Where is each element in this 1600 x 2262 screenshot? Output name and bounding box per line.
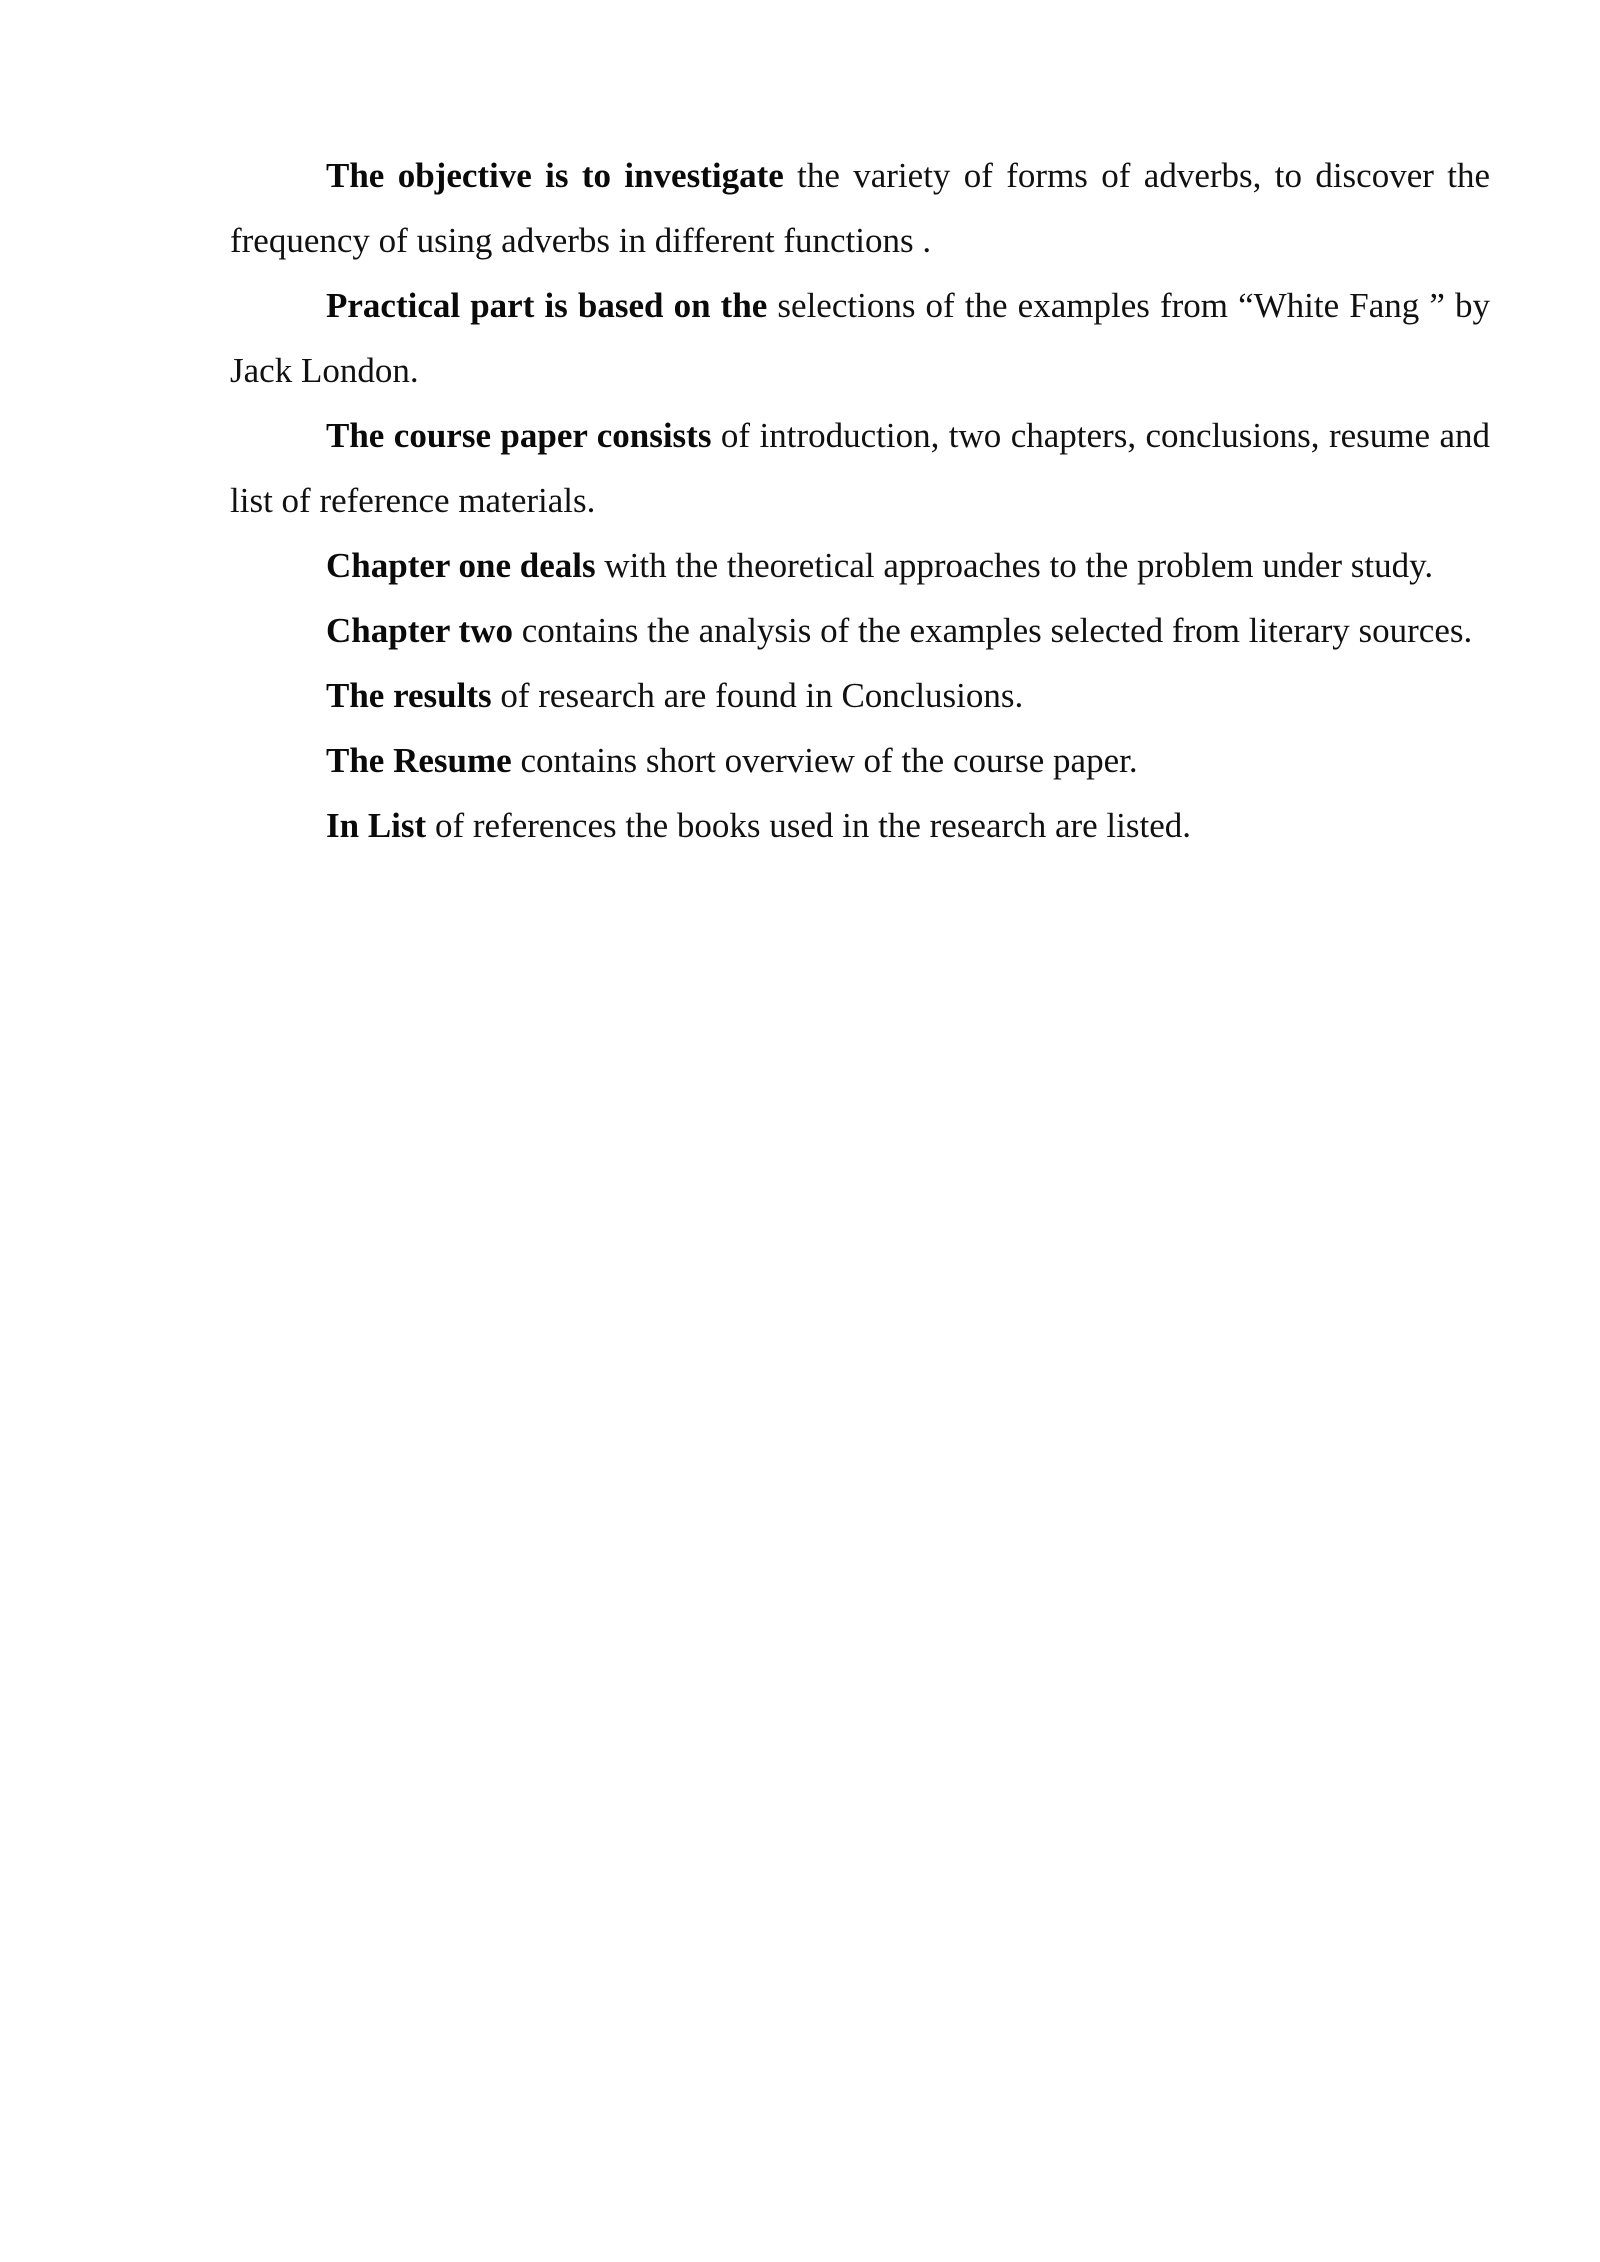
paragraph-references (230, 793, 1490, 858)
paragraph-structure (230, 403, 1490, 533)
paragraph-lead: The objective is to investigate (326, 156, 784, 195)
paragraph-chapter-two (230, 598, 1490, 663)
paragraph-results (230, 663, 1490, 728)
paragraph-lead: Chapter one deals (326, 546, 596, 585)
paragraph-text: of introduction, two chapters, conclusions, resume and list of reference materials. (230, 416, 1490, 520)
paragraph-text: of research are found in Conclusions. (491, 676, 1024, 715)
document-body (230, 143, 1490, 858)
paragraph-resume (230, 728, 1490, 793)
paragraph-text: of references the books used in the research are listed. (426, 806, 1191, 845)
paragraph-lead: The course paper consists (326, 416, 712, 455)
paragraph-practical-part (230, 273, 1490, 403)
paragraph-lead: In List (326, 806, 427, 845)
paragraph-text: the variety of forms of adverbs, to discover the frequency of using adverbs in different functions . (230, 156, 1490, 260)
paragraph-text: with the theoretical approaches to the problem under study. (595, 546, 1434, 585)
paragraph-chapter-one (230, 533, 1490, 598)
paragraph-lead: Practical part is based on the (326, 286, 768, 325)
paragraph-text: contains the analysis of the examples selected from literary sources. (512, 611, 1473, 650)
paragraph-lead: Chapter two (326, 611, 513, 650)
paragraph-objective (230, 143, 1490, 273)
paragraph-lead: The Resume (326, 741, 512, 780)
paragraph-lead: The results (326, 676, 492, 715)
paragraph-text: selections of the examples from “White Fang ” by Jack London. (230, 286, 1490, 390)
paragraph-text: contains short overview of the course paper. (511, 741, 1138, 780)
